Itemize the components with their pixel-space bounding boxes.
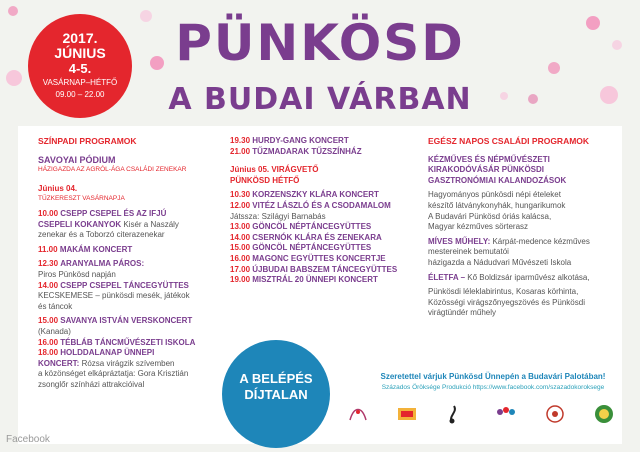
event-title: KONCERT:: [38, 358, 80, 368]
event-title: HOLDDALANAP ÜNNEPI: [60, 348, 155, 358]
event-time: 19.30: [230, 136, 251, 145]
program-desc: virágtündér műhely: [428, 308, 497, 318]
program-item: [428, 237, 608, 248]
program-desc: készítő látványkonyhák, hungarikumok: [428, 200, 566, 210]
program-heading: KÉZMŰVES ÉS NÉPMŰVÉSZETI: [428, 154, 550, 164]
event-item: [230, 254, 422, 265]
event-item: [38, 316, 226, 327]
program-label: MÍVES MŰHELY:: [428, 236, 491, 246]
event-item: [230, 201, 422, 212]
event-item: [230, 233, 422, 244]
event-title: MAKÁM KONCERT: [59, 244, 133, 254]
event-item: [38, 338, 226, 349]
event-item: [230, 147, 422, 158]
program-desc: házigazda a Nádudvari Művészeti Iskola: [428, 257, 572, 267]
event-time: 12.00: [230, 200, 251, 210]
column-stage-programs: [38, 136, 226, 390]
music-logo-icon: [444, 402, 468, 426]
program-desc: Magyar kézműves sörterasz: [428, 222, 529, 232]
program-desc: Közösségi virágszőnyegszövés és Pünkösdi: [428, 297, 585, 307]
event-item: [230, 190, 422, 201]
date-hours: 09.00 – 22.00: [55, 90, 105, 99]
event-title: VITÉZ LÁSZLÓ ÉS A CSODAMALOM: [252, 200, 391, 210]
event-item: [38, 281, 226, 292]
event-item: [230, 265, 422, 276]
column-stage-programs-cont: [230, 136, 422, 286]
event-time: 18.00: [38, 348, 59, 358]
page-title: PÜNKÖSD: [175, 14, 465, 72]
date-month: JÚNIUS: [54, 45, 106, 61]
event-item: [38, 348, 226, 359]
date-year: 2017.: [62, 30, 98, 46]
event-time: 14.00: [38, 280, 59, 290]
event-title: TÉBLÁB TÁNCMŰVÉSZETI ISKOLA: [60, 337, 196, 347]
event-item: [230, 243, 422, 254]
program-desc: Hagyományos pünkösdi népi ételeket: [428, 190, 561, 200]
date-weekdays: VASÁRNAP–HÉTFŐ: [42, 78, 118, 87]
event-time: 11.00: [38, 244, 58, 254]
heritage-logo-icon: [592, 402, 616, 426]
event-title: ARANYALMA PÁROS:: [60, 259, 145, 269]
program-desc: Kárpát-medence kézműves: [492, 236, 590, 246]
event-time: 12.30: [38, 259, 59, 269]
entry-line1: A BELÉPÉS: [239, 371, 313, 386]
event-item: [38, 259, 226, 270]
event-desc: KECSKEMESE – pünkösdi mesék, játékok: [38, 291, 190, 301]
event-title: GÖNCÖL NÉPTÁNCEGYÜTTES: [252, 243, 372, 253]
event-title: CSERNÓK KLÁRA ÉS ZENEKARA: [252, 232, 382, 242]
invite-text: Szeretettel várjuk Pünkösd Ünnepén a Budavári Palotában!: [380, 372, 606, 381]
program-heading: KIRAKODÓVÁSÁR PÜNKÖSDI: [428, 165, 545, 175]
event-time: 13.00: [230, 222, 251, 232]
event-title: CSEPELI KOKANYOK: [38, 219, 122, 229]
program-desc: mestereinek bemutatói: [428, 247, 509, 257]
credit-text: Százados Öröksége Produkció https://www.facebook.com/szazadokoroksege: [381, 384, 605, 391]
event-item: [230, 222, 422, 233]
event-item: [230, 136, 422, 147]
event-desc: Kisér a Naszály: [123, 219, 179, 229]
event-title: HURDY-GANG KONCERT: [252, 136, 349, 145]
section-title: SZÍNPADI PROGRAMOK: [38, 136, 137, 146]
event-title: MISZTRÁL 20 ÜNNEPI KONCERT: [252, 275, 378, 285]
section-title: EGÉSZ NAPOS CSALÁDI PROGRAMOK: [428, 136, 590, 146]
day-title: Június 05. VIRÁGVETŐ: [230, 165, 319, 175]
event-desc: Piros Pünkösd napján: [38, 269, 116, 279]
event-title: SAVANYA ISTVÁN VERSKONCERT: [60, 316, 193, 326]
program-heading: GASZTRONÓMIAI KALANDOZÁSOK: [428, 175, 567, 185]
event-desc: zenekar és a Toborzó citerazenekar: [38, 230, 165, 240]
program-item: [428, 273, 608, 284]
stage-name: SAVOYAI PÓDIUM: [38, 154, 116, 165]
event-title: KORZENSZKY KLÁRA KONCERT: [252, 190, 379, 200]
event-item: [230, 275, 422, 286]
watermark: Facebook: [6, 434, 50, 445]
event-time: 16.00: [230, 253, 251, 263]
column-family-programs: [428, 136, 608, 319]
event-desc: zsonglőr színházi attrakcióival: [38, 379, 145, 389]
festival-logo-icon: [395, 402, 419, 426]
page-subtitle: A BUDAI VÁRBAN: [168, 82, 472, 117]
free-entry-badge: [222, 340, 330, 448]
event-time: 17.00: [230, 264, 251, 274]
entry-line2: DÍJTALAN: [244, 387, 308, 402]
event-title: CSEPP CSEPEL TÁNCEGYÜTTES: [60, 280, 189, 290]
event-time: 15.00: [38, 316, 59, 326]
day-subtitle: PÜNKÖSD HÉTFŐ: [230, 175, 300, 185]
event-title: CSEPP CSEPEL ÉS AZ IFJÚ: [60, 208, 167, 218]
event-time: 14.00: [230, 232, 251, 242]
event-time: 15.00: [230, 243, 251, 253]
day-title: Június 04.: [38, 183, 78, 193]
program-desc: Pünkösdi léleklabirintus, Kosaras körhinta,: [428, 287, 579, 297]
program-label: ÉLETFA –: [428, 272, 466, 282]
event-desc: Rózsa virágzik szívemben: [81, 358, 175, 368]
program-desc: Kő Boldizsár iparművész alkotása,: [467, 272, 590, 282]
event-time: 10.30: [230, 190, 251, 200]
event-desc: és táncok: [38, 301, 73, 311]
event-item: [38, 209, 226, 220]
event-time: 21.00: [230, 146, 251, 156]
day-subtitle: TŰZKERESZT VASÁRNAPJA: [38, 195, 125, 203]
date-days: 4-5.: [68, 61, 92, 76]
event-item: [38, 220, 226, 231]
folk-logo-icon: [543, 402, 567, 426]
event-desc: (Kanada): [38, 326, 71, 336]
event-title: MAGONC EGYÜTTES KONCERTJE: [252, 253, 386, 263]
event-item: [38, 359, 226, 370]
event-item: [38, 245, 226, 256]
event-desc: Játssza: Szilágyi Barnabás: [230, 211, 326, 221]
event-title: GÖNCÖL NÉPTÁNCEGYÜTTES: [252, 222, 372, 232]
event-time: 10.00: [38, 208, 59, 218]
program-desc: A Budavári Pünkösd óriás kalácsa,: [428, 211, 552, 221]
dance-group-logo-icon: [494, 402, 518, 426]
event-title: TŰZMADARAK TŰZSZÍNHÁZ: [252, 146, 362, 156]
event-desc: a közönséget elkápráztatja: Gora Krisztián: [38, 369, 189, 379]
event-title: ÚJBUDAI BABSZEM TÁNCEGYÜTTES: [252, 264, 398, 274]
event-time: 16.00: [38, 337, 59, 347]
event-time: 19.00: [230, 275, 251, 285]
sponsor-logos: [346, 400, 616, 428]
agrol-aga-logo-icon: [346, 402, 370, 426]
stage-host: HÁZIGAZDA AZ AGRÓL-ÁGA CSALÁDI ZENEKAR: [38, 166, 187, 174]
